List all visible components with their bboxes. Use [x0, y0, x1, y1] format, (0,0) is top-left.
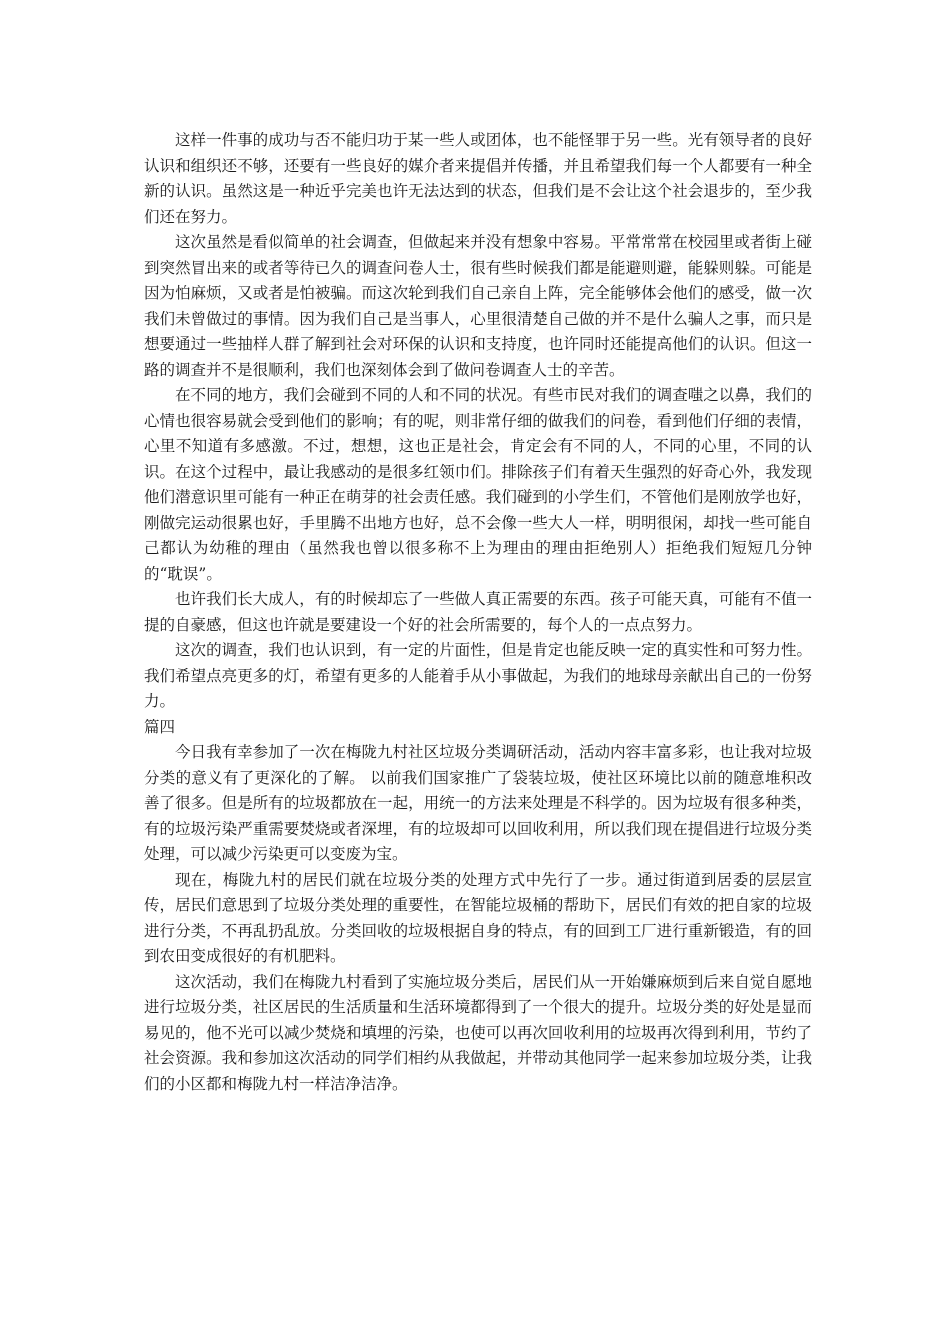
paragraph: 现在，梅陇九村的居民们就在垃圾分类的处理方式中先行了一步。通过街道到居委的层层宣传，居民们意思到了垃圾分类处理的重要性，在智能垃圾桶的帮助下，居民们有效的把自家的垃圾进行分类，不再乱扔乱放。分类回收的垃圾根据自身的特点，有的回到工厂进行重新锻造，有的回到农田变成很好的有机肥料。	[144, 870, 812, 965]
paragraph: 这样一件事的成功与否不能归功于某一些人或团体，也不能怪罪于另一些。光有领导者的良好认识和组织还不够，还要有一些良好的媒介者来提倡并传播，并且希望我们每一个人都要有一种全新的认识。虽然这是一种近乎完美也许无法达到的状态，但我们是不会让这个社会退步的，至少我们还在努力。	[144, 131, 812, 226]
paragraph: 也许我们长大成人，有的时候却忘了一些做人真正需要的东西。孩子可能天真，可能有不值一提的自豪感，但这也许就是要建设一个好的社会所需要的，每个人的一点点努力。	[144, 590, 812, 634]
document-body	[144, 128, 812, 1097]
section-heading: 篇四	[144, 717, 176, 736]
paragraph: 这次的调查，我们也认识到，有一定的片面性，但是肯定也能反映一定的真实性和可努力性。我们希望点亮更多的灯，希望有更多的人能着手从小事做起，为我们的地球母亲献出自己的一份努力。	[144, 641, 812, 710]
paragraph: 在不同的地方，我们会碰到不同的人和不同的状况。有些市民对我们的调查嗤之以鼻，我们的心情也很容易就会受到他们的影响；有的呢，则非常仔细的做我们的问卷，看到他们仔细的表情，心里不知道有多感激。不过，想想，这也正是社会，肯定会有不同的人，不同的心里，不同的认识。在这个过程中，最让我感动的是很多红领巾们。排除孩子们有着天生强烈的好奇心外，我发现他们潜意识里可能有一种正在萌芽的社会责任感。我们碰到的小学生们，不管他们是刚放学也好，刚做完运动很累也好，手里腾不出地方也好，总不会像一些大人一样，明明很闲，却找一些可能自己都认为幼稚的理由（虽然我也曾以很多称不上为理由的理由拒绝别人）拒绝我们短短几分钟的“耽误”。	[144, 386, 812, 583]
paragraph: 这次虽然是看似简单的社会调查，但做起来并没有想象中容易。平常常常在校园里或者街上碰到突然冒出来的或者等待已久的调查问卷人士，很有些时候我们都是能避则避，能躲则躲。可能是因为怕麻烦，又或者是怕被骗。而这次轮到我们自己亲自上阵，完全能够体会他们的感受，做一次我们未曾做过的事情。因为我们自己是当事人，心里很清楚自己做的并不是什么骗人之事，而只是想要通过一些抽样人群了解到社会对环保的认识和支持度，也许同时还能提高他们的认识。但这一路的调查并不是很顺利，我们也深刻体会到了做问卷调查人士的辛苦。	[144, 233, 812, 379]
paragraph: 今日我有幸参加了一次在梅陇九村社区垃圾分类调研活动，活动内容丰富多彩，也让我对垃圾分类的意义有了更深化的了解。 以前我们国家推广了袋装垃圾，使社区环境比以前的随意堆积改善了很多。但是所有的垃圾都放在一起，用统一的方法来处理是不科学的。因为垃圾有很多种类，有的垃圾污染严重需要焚烧或者深埋，有的垃圾却可以回收利用，所以我们现在提倡进行垃圾分类处理，可以减少污染更可以变废为宝。	[144, 743, 812, 863]
paragraph: 这次活动，我们在梅陇九村看到了实施垃圾分类后，居民们从一开始嫌麻烦到后来自觉自愿地进行垃圾分类，社区居民的生活质量和生活环境都得到了一个很大的提升。垃圾分类的好处是显而易见的，他不光可以减少焚烧和填埋的污染，也使可以再次回收利用的垃圾再次得到利用，节约了社会资源。我和参加这次活动的同学们相约从我做起，并带动其他同学一起来参加垃圾分类，让我们的小区都和梅陇九村一样洁净洁净。	[144, 972, 812, 1093]
